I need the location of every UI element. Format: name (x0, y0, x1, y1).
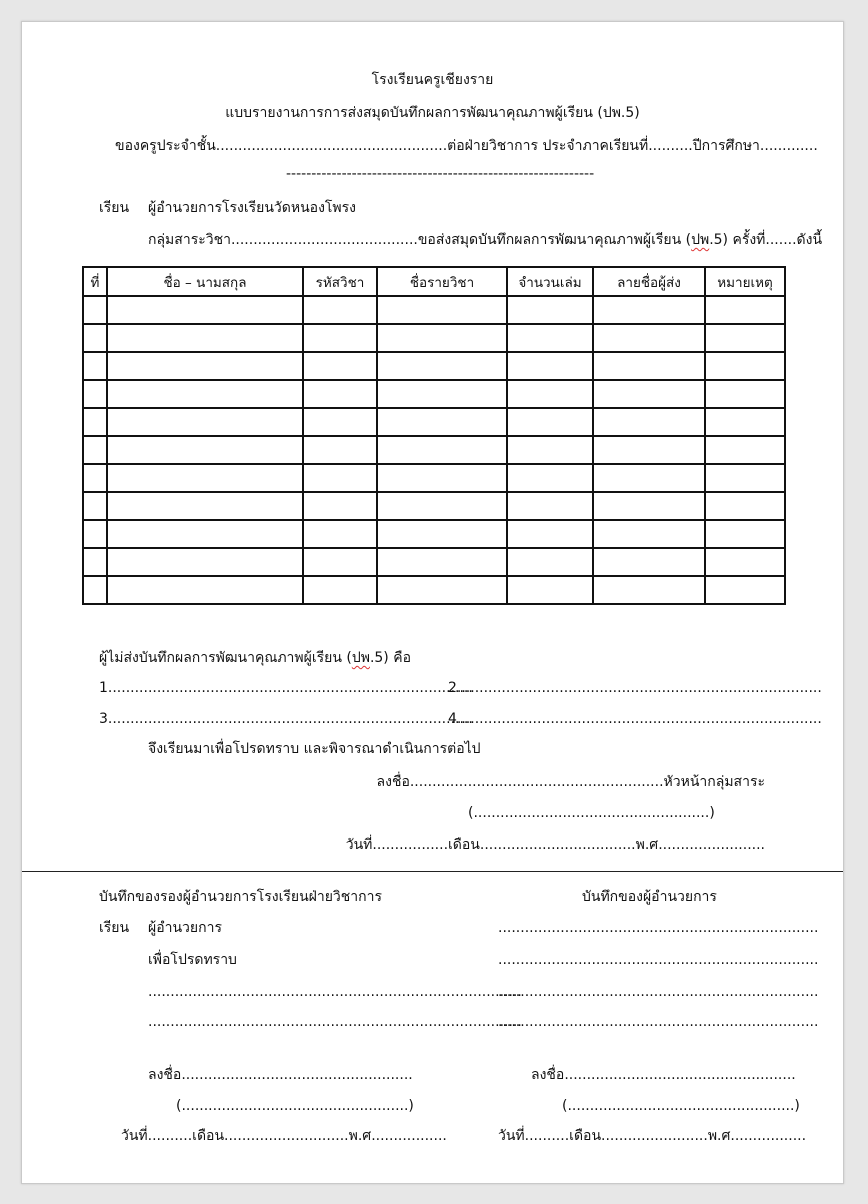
table-cell (107, 436, 303, 464)
table-cell (107, 548, 303, 576)
table-row (83, 520, 785, 548)
not-submitted-item-1: 1.................................................................................. (99, 680, 473, 696)
table-cell (83, 296, 107, 324)
head-name-parens: (.....................................................) (468, 805, 715, 821)
director-date: วันที่..........เดือน........................พ.ศ................. (498, 1128, 807, 1144)
table-cell (83, 408, 107, 436)
table-cell (107, 408, 303, 436)
table-row (83, 576, 785, 604)
not-submitted-item-3: 3.................................................................................. (99, 711, 473, 727)
table-cell (593, 324, 705, 352)
col-header-remark: หมายเหตุ (705, 267, 785, 296)
table-cell (593, 520, 705, 548)
submission-table (82, 266, 786, 605)
closing-text: จึงเรียนมาเพื่อโปรดทราบ และพิจารณาดำเนินการต่อไป (148, 741, 481, 757)
deputy-to: ผู้อำนวยการ (148, 920, 222, 936)
table-cell (377, 352, 507, 380)
table-cell (705, 380, 785, 408)
table-cell (83, 520, 107, 548)
director-signature: ลงชื่อ.................................................... (531, 1067, 796, 1083)
table-cell (303, 324, 377, 352)
table-cell (705, 408, 785, 436)
table-row (83, 408, 785, 436)
deputy-name-parens: (...................................................) (176, 1098, 414, 1114)
spellcheck-word: ปพ (351, 650, 370, 666)
deputy-line-1: .................................................................................... (148, 984, 522, 1000)
table-cell (83, 324, 107, 352)
col-header-name: ชื่อ – นามสกุล (107, 267, 303, 296)
table-cell (83, 576, 107, 604)
table-cell (705, 324, 785, 352)
table-cell (303, 576, 377, 604)
table-cell (303, 296, 377, 324)
head-signature: ลงชื่อ.........................................................หัวหน้ากลุ่มสาระ (376, 774, 765, 790)
table-cell (303, 520, 377, 548)
table-cell (303, 408, 377, 436)
table-cell (377, 380, 507, 408)
table-cell (83, 548, 107, 576)
table-cell (107, 324, 303, 352)
table-row (83, 296, 785, 324)
letter-body: กลุ่มสาระวิชา..........................................ขอส่งสมุดบันทึกผลการพัฒนาคุณภาพผู้เรียน (ปพ.5) ครั้งที่.......ดังนี้ (148, 232, 823, 248)
table-body (83, 296, 785, 604)
director-line-2: ........................................................................ (498, 952, 819, 968)
table-cell (303, 436, 377, 464)
table-cell (107, 380, 303, 408)
table-cell (507, 324, 593, 352)
table-row (83, 492, 785, 520)
header-divider: ------------------------------------------------------------- (286, 166, 595, 182)
table-cell (705, 464, 785, 492)
table-cell (507, 492, 593, 520)
table-cell (507, 520, 593, 548)
table-cell (593, 492, 705, 520)
table-cell (377, 436, 507, 464)
director-line-1: ........................................................................ (498, 920, 819, 936)
table-cell (303, 492, 377, 520)
table-cell (507, 464, 593, 492)
form-title: แบบรายงานการการส่งสมุดบันทึกผลการพัฒนาคุณภาพผู้เรียน (ปพ.5) (225, 105, 640, 121)
table-cell (705, 548, 785, 576)
table-cell (705, 352, 785, 380)
table-cell (507, 408, 593, 436)
director-line-3: ........................................................................ (498, 984, 819, 1000)
table-cell (303, 352, 377, 380)
spellcheck-word: ปพ (691, 232, 710, 248)
deputy-signature: ลงชื่อ.................................................... (148, 1067, 413, 1083)
table-cell (377, 296, 507, 324)
col-header-subject-name: ชื่อรายวิชา (377, 267, 507, 296)
table-cell (593, 548, 705, 576)
teacher-line: ของครูประจำชั้น....................................................ต่อฝ่ายวิชาการ ประจำภาคเรียนที่..........ปีการศึกษา............. (115, 138, 818, 154)
deputy-memo-title: บันทึกของรองผู้อำนวยการโรงเรียนฝ่ายวิชาการ (99, 889, 383, 905)
director-memo-title: บันทึกของผู้อำนวยการ (582, 889, 717, 905)
table-cell (507, 352, 593, 380)
document-page (21, 21, 844, 1184)
salutation-recipient: ผู้อำนวยการโรงเรียนวัดหนองโพรง (148, 200, 357, 216)
table-cell (83, 352, 107, 380)
table-cell (507, 380, 593, 408)
table-row (83, 548, 785, 576)
table-row (83, 436, 785, 464)
table-cell (377, 324, 507, 352)
table-cell (593, 576, 705, 604)
head-date: วันที่.................เดือน...................................พ.ศ........................ (345, 837, 765, 853)
table-row (83, 352, 785, 380)
not-submitted-item-2: 2.................................................................................. (448, 680, 822, 696)
school-name: โรงเรียนครูเชียงราย (371, 72, 494, 88)
not-submitted-title: ผู้ไม่ส่งบันทึกผลการพัฒนาคุณภาพผู้เรียน (ปพ.5) คือ (99, 650, 411, 666)
director-line-4: ........................................................................ (498, 1014, 819, 1030)
table-cell (705, 436, 785, 464)
director-name-parens: (...................................................) (562, 1098, 800, 1114)
table-row (83, 324, 785, 352)
table-row (83, 464, 785, 492)
table-cell (593, 408, 705, 436)
table-cell (107, 464, 303, 492)
table-cell (377, 548, 507, 576)
table-cell (593, 380, 705, 408)
table-cell (83, 464, 107, 492)
table-cell (507, 436, 593, 464)
table-cell (507, 548, 593, 576)
table-cell (303, 380, 377, 408)
col-header-count: จำนวนเล่ม (507, 267, 593, 296)
col-header-signature: ลายชื่อผู้ส่ง (593, 267, 705, 296)
table-cell (377, 520, 507, 548)
table-cell (107, 576, 303, 604)
table-row (83, 380, 785, 408)
not-submitted-item-4: 4.................................................................................. (448, 711, 822, 727)
table-cell (705, 296, 785, 324)
table-cell (705, 520, 785, 548)
deputy-date: วันที่..........เดือน............................พ.ศ................. (121, 1128, 447, 1144)
col-header-number: ที่ (83, 267, 107, 296)
table-cell (705, 492, 785, 520)
table-cell (705, 576, 785, 604)
section-separator (22, 871, 843, 872)
table-cell (507, 296, 593, 324)
table-header-row (83, 267, 785, 296)
table-cell (107, 296, 303, 324)
table-cell (593, 436, 705, 464)
table-cell (107, 520, 303, 548)
deputy-line-2: .................................................................................... (148, 1014, 522, 1030)
table-cell (377, 464, 507, 492)
table-cell (303, 548, 377, 576)
table-cell (507, 576, 593, 604)
table-cell (107, 492, 303, 520)
col-header-subject-code: รหัสวิชา (303, 267, 377, 296)
salutation-label: เรียน (99, 200, 130, 216)
table-cell (593, 464, 705, 492)
table-cell (83, 380, 107, 408)
table-cell (593, 352, 705, 380)
table-cell (83, 436, 107, 464)
deputy-to-label: เรียน (99, 920, 130, 936)
table-cell (83, 492, 107, 520)
table-cell (303, 464, 377, 492)
table-cell (377, 576, 507, 604)
deputy-purpose: เพื่อโปรดทราบ (148, 952, 237, 968)
table-cell (377, 492, 507, 520)
table-cell (377, 408, 507, 436)
table-cell (107, 352, 303, 380)
table-cell (593, 296, 705, 324)
